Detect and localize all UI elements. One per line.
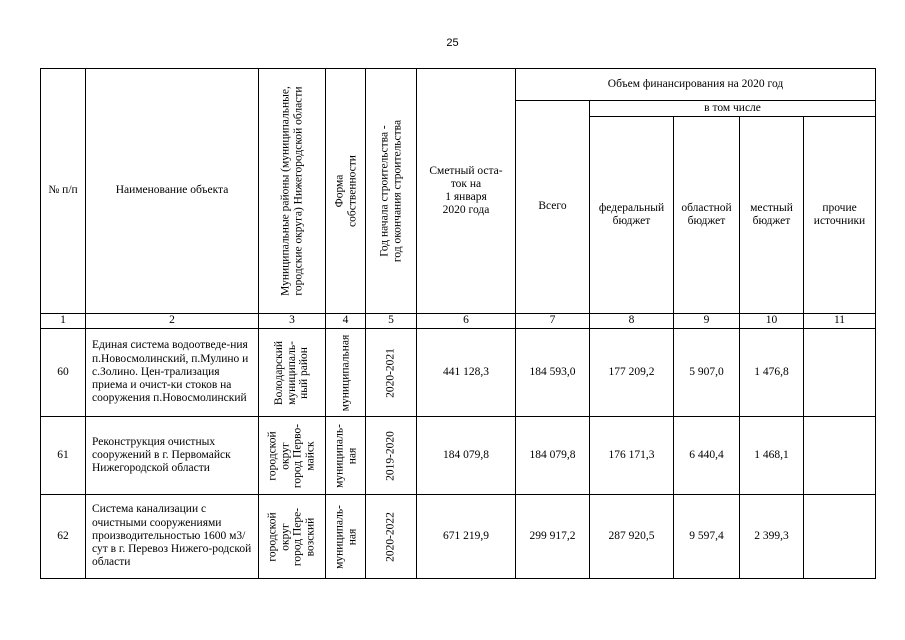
header-row-1 [41,69,876,101]
financing-table [40,68,876,579]
ownership-cell: муниципальная [326,329,366,417]
header-local: местный бюджет [740,117,804,314]
row-number: 62 [41,495,86,579]
years-cell: 2020-2021 [366,329,417,417]
federal-cell: 177 209,2 [590,329,674,417]
header-other: прочие источники [804,117,876,314]
row-number: 61 [41,417,86,495]
federal-cell: 287 920,5 [590,495,674,579]
column-number: 2 [86,314,259,329]
header-years: Год начала строительства - год окончания строительства [366,69,417,314]
local-cell: 1 468,1 [740,417,804,495]
years-cell: 2019-2020 [366,417,417,495]
ownership-cell: муниципаль- ная [326,417,366,495]
header-regional: областной бюджет [674,117,740,314]
header-ownership: Форма собственности [326,69,366,314]
column-number: 8 [590,314,674,329]
object-name: Единая система водоотведе-ния п.Новосмолинский, п.Мулино и с.Золино. Цен-трализация приема и очист-ки стоков на сооружения п.Новосмолинский [86,329,259,417]
column-number: 1 [41,314,86,329]
header-name: Наименование объекта [86,69,259,314]
header-federal: федеральный бюджет [590,117,674,314]
header-district: Муниципальные районы (муниципальные, городские округа) Нижегородской области [259,69,326,314]
column-number-row [41,314,876,329]
object-name: Система канализации с очистными сооружениями производительностью 1600 м3/сут в г. Перевоз Нижего-родской области [86,495,259,579]
column-number: 4 [326,314,366,329]
district-cell: Володарский муниципаль- ный район [259,329,326,417]
object-name: Реконструкция очистных сооружений в г. Первомайск Нижегородской области [86,417,259,495]
other-cell [804,329,876,417]
ownership-cell: муниципаль- ная [326,495,366,579]
years-cell: 2020-2022 [366,495,417,579]
column-number: 7 [516,314,590,329]
total-cell: 184 079,8 [516,417,590,495]
column-number: 6 [417,314,516,329]
estimate-cell: 671 219,9 [417,495,516,579]
regional-cell: 6 440,4 [674,417,740,495]
other-cell [804,495,876,579]
district-cell: городской округ город Перво- майск [259,417,326,495]
column-number: 9 [674,314,740,329]
header-total: Всего [516,101,590,314]
column-number: 5 [366,314,417,329]
local-cell: 1 476,8 [740,329,804,417]
column-number: 11 [804,314,876,329]
federal-cell: 176 171,3 [590,417,674,495]
total-cell: 299 917,2 [516,495,590,579]
header-including: в том числе [590,101,876,117]
table-row [41,329,876,417]
estimate-cell: 441 128,3 [417,329,516,417]
total-cell: 184 593,0 [516,329,590,417]
page-number: 25 [446,37,459,49]
header-estimate: Сметный оста- ток на 1 января 2020 года [417,69,516,314]
row-number: 60 [41,329,86,417]
table-row [41,495,876,579]
other-cell [804,417,876,495]
header-no: № п/п [41,69,86,314]
header-funding-title: Объем финансирования на 2020 год [516,69,876,101]
table-row [41,417,876,495]
regional-cell: 5 907,0 [674,329,740,417]
regional-cell: 9 597,4 [674,495,740,579]
column-number: 10 [740,314,804,329]
estimate-cell: 184 079,8 [417,417,516,495]
local-cell: 2 399,3 [740,495,804,579]
district-cell: городской округ город Пере- возский [259,495,326,579]
column-number: 3 [259,314,326,329]
